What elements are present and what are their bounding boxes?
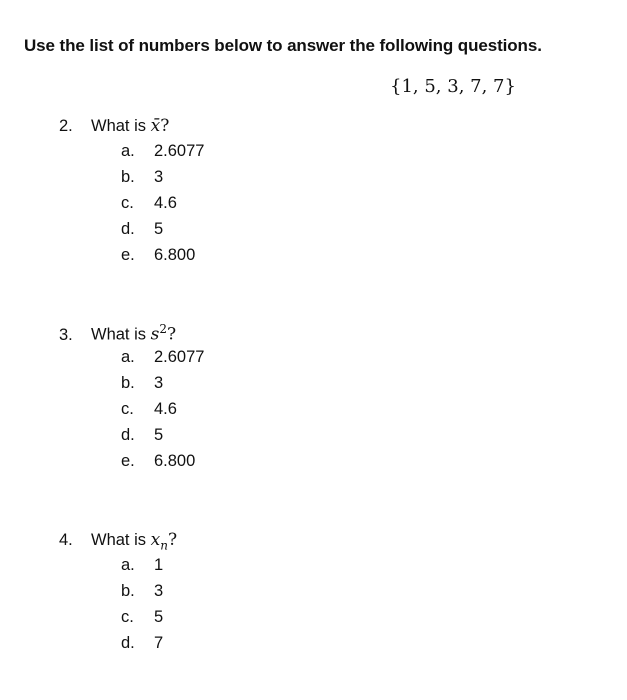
sample-mean-symbol: x̄ xyxy=(150,116,161,136)
choice-c[interactable] xyxy=(121,400,204,426)
choice-b[interactable] xyxy=(121,374,204,400)
question-prefix: What is xyxy=(91,117,151,135)
choice-letter: a. xyxy=(121,556,135,574)
choice-value: 7 xyxy=(154,634,164,652)
choice-b[interactable] xyxy=(121,168,204,194)
question-text xyxy=(91,530,177,552)
choice-letter: c. xyxy=(121,194,134,212)
choice-a[interactable] xyxy=(121,348,204,374)
question-text xyxy=(91,116,169,136)
choice-letter: c. xyxy=(121,400,134,418)
subscript: n xyxy=(160,538,168,553)
choice-e[interactable] xyxy=(121,452,204,478)
choice-value: 2.6077 xyxy=(154,348,205,366)
choice-b[interactable] xyxy=(121,582,163,608)
choice-letter: e. xyxy=(121,452,135,470)
sample-variance-symbol: s xyxy=(150,324,160,345)
choice-value: 3 xyxy=(154,582,164,600)
choice-value: 5 xyxy=(154,220,164,238)
question-number: 2. xyxy=(59,117,73,135)
choice-value: 6.800 xyxy=(154,452,196,470)
question-number: 4. xyxy=(59,531,73,549)
choice-d[interactable] xyxy=(121,220,204,246)
question-stem xyxy=(59,322,176,345)
question-mark: ? xyxy=(167,530,178,550)
choice-letter: d. xyxy=(121,220,135,238)
number-set: {1, 5, 3, 7, 7} xyxy=(390,76,516,97)
choice-value: 2.6077 xyxy=(154,142,205,160)
question-stem xyxy=(59,116,169,136)
instruction-heading: Use the list of numbers below to answer the following questions. xyxy=(24,36,542,55)
choice-letter: d. xyxy=(121,634,135,652)
question-prefix: What is xyxy=(91,325,151,344)
answer-choices xyxy=(121,556,163,660)
question-number: 3. xyxy=(59,325,73,344)
choice-letter: e. xyxy=(121,246,135,264)
choice-value: 4.6 xyxy=(154,400,177,418)
choice-letter: b. xyxy=(121,374,135,392)
choice-a[interactable] xyxy=(121,142,204,168)
question-mark: ? xyxy=(166,324,177,345)
question-stem xyxy=(59,530,177,552)
choice-e[interactable] xyxy=(121,246,204,272)
choice-value: 1 xyxy=(154,556,164,574)
choice-value: 3 xyxy=(154,374,164,392)
exponent: 2 xyxy=(159,322,167,336)
choice-a[interactable] xyxy=(121,556,163,582)
answer-choices xyxy=(121,348,204,478)
choice-value: 3 xyxy=(154,168,164,186)
choice-value: 5 xyxy=(154,426,164,444)
answer-choices xyxy=(121,142,204,272)
choice-value: 5 xyxy=(154,608,164,626)
choice-letter: b. xyxy=(121,168,135,186)
choice-letter: b. xyxy=(121,582,135,600)
question-text xyxy=(91,322,176,345)
choice-d[interactable] xyxy=(121,426,204,452)
choice-c[interactable] xyxy=(121,608,163,634)
choice-letter: a. xyxy=(121,142,135,160)
question-mark: ? xyxy=(160,116,170,136)
choice-letter: a. xyxy=(121,348,135,366)
question-prefix: What is xyxy=(91,531,151,549)
choice-value: 4.6 xyxy=(154,194,177,212)
choice-c[interactable] xyxy=(121,194,204,220)
choice-letter: c. xyxy=(121,608,134,626)
choice-d[interactable] xyxy=(121,634,163,660)
choice-value: 6.800 xyxy=(154,246,196,264)
last-observation-symbol: x xyxy=(150,530,161,550)
choice-letter: d. xyxy=(121,426,135,444)
